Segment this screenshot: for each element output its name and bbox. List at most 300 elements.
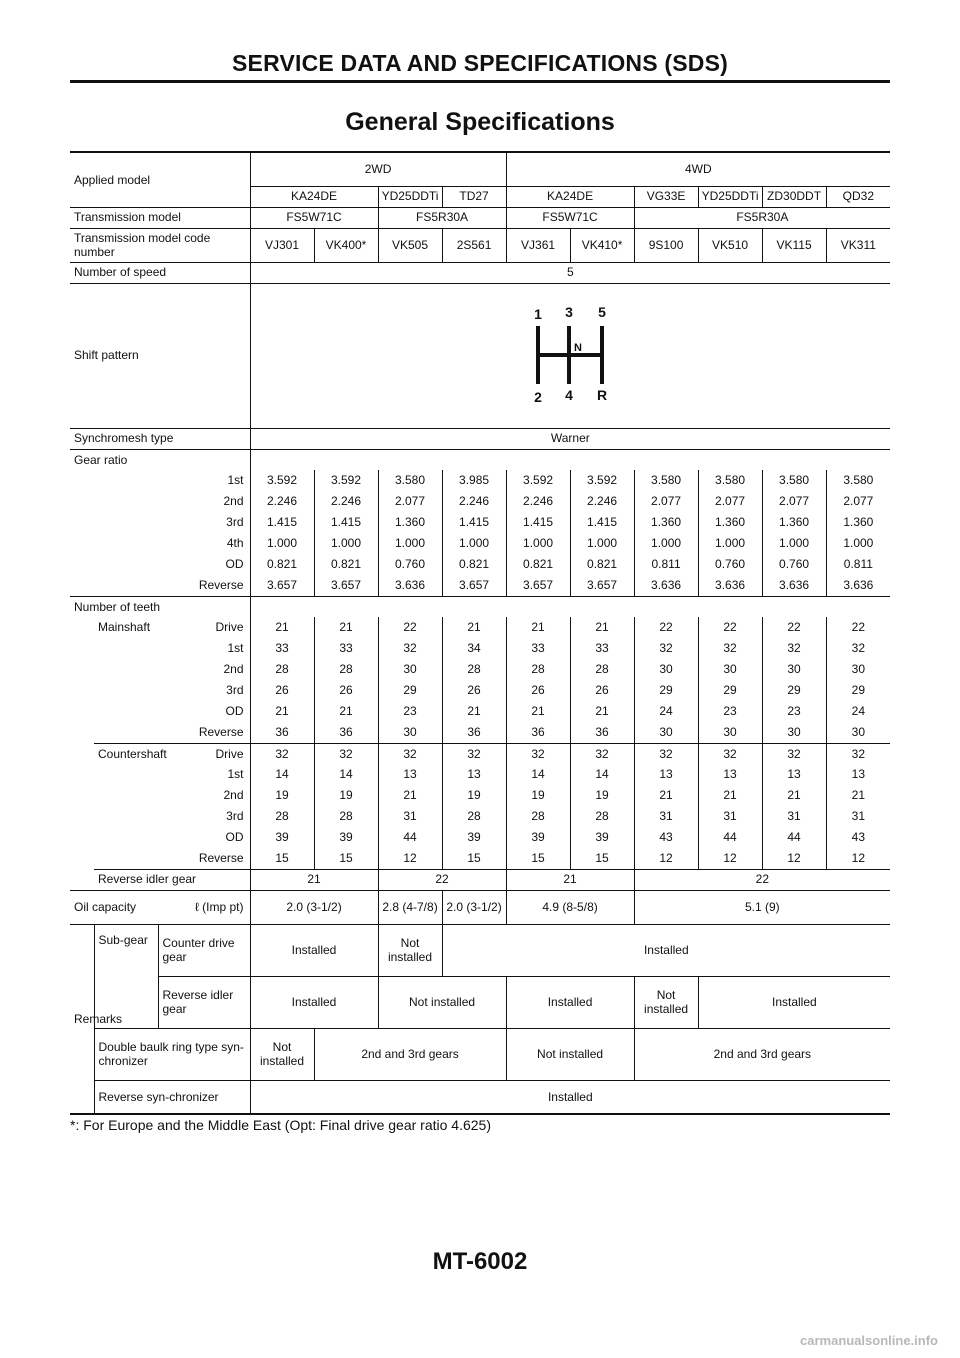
code-number-value: VJ361 <box>506 228 570 262</box>
table-row <box>70 262 890 283</box>
countershaft-spacer <box>94 827 158 848</box>
countershaft-value: 19 <box>314 785 378 806</box>
remarks-label: Remarks <box>70 924 94 1114</box>
countershaft-row-label: 1st <box>227 767 244 782</box>
countershaft-row-label: 3rd <box>226 809 244 824</box>
counter-drive-gear-value: Installed <box>442 924 890 976</box>
countershaft-value: 32 <box>314 743 378 764</box>
table-row <box>70 207 890 228</box>
oil-capacity-value: 2.0 (3-1/2) <box>250 890 378 924</box>
mainshaft-value: 36 <box>314 722 378 743</box>
countershaft-value: 32 <box>698 743 762 764</box>
countershaft-value: 32 <box>378 743 442 764</box>
double-baulk-value: Not installed <box>506 1028 634 1080</box>
speeds-value: 5 <box>250 262 890 283</box>
gear-ratio-value: 1.000 <box>442 533 506 554</box>
gear-ratio-value: 1.360 <box>698 512 762 533</box>
reverse-idler-remark-label: Reverse idler gear <box>158 976 250 1028</box>
code-number-value: VK115 <box>762 228 826 262</box>
countershaft-value: 12 <box>698 848 762 869</box>
mainshaft-value: 26 <box>314 680 378 701</box>
mainshaft-row-label: Reverse <box>198 725 244 740</box>
mainshaft-value: 29 <box>698 680 762 701</box>
gear-ratio-value: 3.592 <box>570 470 634 491</box>
transmission-model-value: FS5R30A <box>634 207 890 228</box>
table-row <box>70 890 890 924</box>
mainshaft-value: 29 <box>826 680 890 701</box>
header-rule <box>70 80 890 83</box>
mainshaft-row-label: 3rd <box>226 683 244 698</box>
page-number: MT-6002 <box>432 1248 528 1275</box>
gear-ratio-value: 1.415 <box>506 512 570 533</box>
code-number-value: 2S561 <box>442 228 506 262</box>
table-row <box>70 491 890 512</box>
countershaft-value: 15 <box>506 848 570 869</box>
mainshaft-value: 36 <box>506 722 570 743</box>
gear-ratio-value: 3.580 <box>698 470 762 491</box>
mainshaft-value: 21 <box>570 617 634 638</box>
gear-ratio-value: 1.000 <box>314 533 378 554</box>
shift-label: 2 <box>534 388 543 405</box>
mainshaft-value: 30 <box>378 722 442 743</box>
shift-pattern-label: Shift pattern <box>70 283 250 428</box>
teeth-indent <box>70 617 94 890</box>
table-row <box>70 283 890 428</box>
gear-ratio-value: 3.636 <box>634 575 698 596</box>
mainshaft-value: 22 <box>826 617 890 638</box>
gear-ratio-value: 2.246 <box>570 491 634 512</box>
oil-capacity-value: 5.1 (9) <box>634 890 890 924</box>
mainshaft-value: 28 <box>506 659 570 680</box>
double-baulk-value: Not installed <box>250 1028 314 1080</box>
mainshaft-value: 33 <box>570 638 634 659</box>
mainshaft-row-label: 1st <box>227 641 244 656</box>
code-number-value: VJ301 <box>250 228 314 262</box>
countershaft-value: 15 <box>314 848 378 869</box>
gear-ratio-value: 1.000 <box>250 533 314 554</box>
countershaft-value: 32 <box>250 743 314 764</box>
shift-label: R <box>597 386 608 403</box>
table-row <box>70 428 890 449</box>
mainshaft-label: Mainshaft <box>98 620 151 635</box>
gear-ratio-value: 0.760 <box>378 554 442 575</box>
gear-ratio-value: 1.000 <box>570 533 634 554</box>
gear-ratio-value: 1.415 <box>570 512 634 533</box>
countershaft-value: 12 <box>634 848 698 869</box>
gear-ratio-row-label: 4th <box>226 536 244 551</box>
gear-ratio-value: 2.077 <box>378 491 442 512</box>
mainshaft-value: 30 <box>826 659 890 680</box>
engine-header: VG33E <box>634 186 698 207</box>
mainshaft-value: 30 <box>762 722 826 743</box>
code-number-value: VK510 <box>698 228 762 262</box>
gear-ratio-value: 3.592 <box>250 470 314 491</box>
mainshaft-value: 29 <box>378 680 442 701</box>
mainshaft-value: 24 <box>634 701 698 722</box>
countershaft-value: 21 <box>826 785 890 806</box>
code-number-label: Transmission model code number <box>70 228 250 262</box>
countershaft-value: 14 <box>250 764 314 785</box>
gear-ratio-value: 3.592 <box>506 470 570 491</box>
gear-ratio-value: 0.811 <box>634 554 698 575</box>
countershaft-value: 28 <box>506 806 570 827</box>
gear-ratio-value: 1.000 <box>762 533 826 554</box>
group-2wd-header: 2WD <box>250 152 506 186</box>
mainshaft-value: 32 <box>634 638 698 659</box>
double-baulk-label: Double baulk ring type syn-chronizer <box>94 1028 250 1080</box>
table-row <box>70 701 890 722</box>
mainshaft-value: 21 <box>250 701 314 722</box>
gear-ratio-value: 3.580 <box>826 470 890 491</box>
gear-ratio-value: 3.580 <box>762 470 826 491</box>
countershaft-value: 39 <box>442 827 506 848</box>
gear-ratio-value: 1.000 <box>378 533 442 554</box>
mainshaft-value: 22 <box>698 617 762 638</box>
countershaft-value: 39 <box>570 827 634 848</box>
mainshaft-value: 36 <box>442 722 506 743</box>
mainshaft-value: 26 <box>250 680 314 701</box>
gear-ratio-value: 2.246 <box>506 491 570 512</box>
teeth-label: Number of teeth <box>70 596 250 617</box>
table-row <box>70 976 890 1028</box>
mainshaft-value: 21 <box>506 617 570 638</box>
countershaft-value: 19 <box>506 785 570 806</box>
code-number-value: VK311 <box>826 228 890 262</box>
mainshaft-value: 21 <box>250 617 314 638</box>
gear-ratio-value: 0.760 <box>698 554 762 575</box>
countershaft-value: 32 <box>570 743 634 764</box>
countershaft-value: 31 <box>826 806 890 827</box>
countershaft-value: 15 <box>250 848 314 869</box>
mainshaft-spacer <box>94 722 158 743</box>
mainshaft-value: 30 <box>698 659 762 680</box>
mainshaft-value: 33 <box>314 638 378 659</box>
countershaft-spacer <box>94 785 158 806</box>
reverse-idler-remark-value: Installed <box>698 976 890 1028</box>
table-row <box>70 449 890 470</box>
code-number-value: VK410* <box>570 228 634 262</box>
applied-model-label: Applied model <box>74 172 151 187</box>
mainshaft-value: 28 <box>250 659 314 680</box>
countershaft-value: 39 <box>250 827 314 848</box>
page-title: General Specifications <box>345 108 615 136</box>
countershaft-value: 44 <box>698 827 762 848</box>
countershaft-value: 28 <box>314 806 378 827</box>
table-row <box>70 659 890 680</box>
oil-capacity-value: 2.8 (4-7/8) <box>378 890 442 924</box>
countershaft-value: 32 <box>506 743 570 764</box>
mainshaft-value: 26 <box>570 680 634 701</box>
countershaft-value: 15 <box>442 848 506 869</box>
mainshaft-value: 22 <box>378 617 442 638</box>
shift-pattern-diagram <box>515 303 625 406</box>
countershaft-value: 13 <box>762 764 826 785</box>
table-row <box>70 848 890 869</box>
transmission-model-value: FS5W71C <box>506 207 634 228</box>
gear-ratio-value: 1.415 <box>250 512 314 533</box>
countershaft-value: 39 <box>314 827 378 848</box>
countershaft-value: 14 <box>314 764 378 785</box>
countershaft-value: 19 <box>442 785 506 806</box>
table-row <box>70 806 890 827</box>
mainshaft-value: 30 <box>378 659 442 680</box>
gear-ratio-value: 0.821 <box>570 554 634 575</box>
gear-ratio-value: 3.657 <box>314 575 378 596</box>
gear-ratio-value: 3.657 <box>570 575 634 596</box>
countershaft-value: 15 <box>570 848 634 869</box>
gear-ratio-value: 1.000 <box>506 533 570 554</box>
gear-ratio-row-label: OD <box>225 557 244 572</box>
mainshaft-value: 32 <box>698 638 762 659</box>
gear-ratio-value: 3.657 <box>506 575 570 596</box>
counter-drive-gear-label: Counter drive gear <box>158 924 250 976</box>
gear-ratio-value: 0.821 <box>442 554 506 575</box>
table-row <box>70 638 890 659</box>
countershaft-value: 31 <box>634 806 698 827</box>
gear-ratio-value: 3.657 <box>250 575 314 596</box>
table-row <box>70 228 890 262</box>
countershaft-value: 32 <box>826 743 890 764</box>
mainshaft-value: 21 <box>442 617 506 638</box>
watermark: carmanualsonline.info <box>800 1333 938 1348</box>
mainshaft-value: 32 <box>762 638 826 659</box>
reverse-idler-remark-value: Not installed <box>634 976 698 1028</box>
gear-ratio-value: 1.360 <box>762 512 826 533</box>
table-row <box>70 470 890 491</box>
mainshaft-value: 36 <box>250 722 314 743</box>
shift-label: 5 <box>598 303 607 320</box>
teeth-spacer <box>250 596 890 617</box>
countershaft-row-label: 2nd <box>223 788 244 803</box>
countershaft-label: Countershaft <box>94 743 158 764</box>
mainshaft-value: 29 <box>634 680 698 701</box>
gear-ratio-value: 1.360 <box>634 512 698 533</box>
reverse-idler-gear-value: 21 <box>506 869 634 890</box>
countershaft-row-label: Reverse <box>198 851 244 866</box>
gear-ratio-label: Gear ratio <box>70 449 250 470</box>
mainshaft-value: 26 <box>506 680 570 701</box>
table-row <box>70 869 890 890</box>
gear-ratio-value: 1.360 <box>826 512 890 533</box>
table-row <box>70 152 890 186</box>
oil-capacity-label: Oil capacity <box>70 890 158 924</box>
shift-pattern-cell <box>250 283 890 428</box>
shift-neutral-label: N <box>574 341 583 354</box>
countershaft-value: 14 <box>506 764 570 785</box>
gear-ratio-value: 3.636 <box>826 575 890 596</box>
countershaft-value: 13 <box>442 764 506 785</box>
gear-ratio-value: 1.000 <box>698 533 762 554</box>
engine-header: KA24DE <box>250 186 378 207</box>
gear-ratio-value: 0.760 <box>762 554 826 575</box>
countershaft-value: 14 <box>570 764 634 785</box>
mainshaft-value: 36 <box>570 722 634 743</box>
transmission-model-value: FS5R30A <box>378 207 506 228</box>
countershaft-value: 12 <box>826 848 890 869</box>
oil-capacity-value: 4.9 (8-5/8) <box>506 890 634 924</box>
countershaft-value: 19 <box>570 785 634 806</box>
gear-ratio-row-label: 2nd <box>223 494 244 509</box>
countershaft-spacer <box>94 806 158 827</box>
engine-header: KA24DE <box>506 186 634 207</box>
mainshaft-spacer <box>94 680 158 701</box>
reverse-idler-gear-value: 22 <box>634 869 890 890</box>
gear-ratio-value: 3.580 <box>378 470 442 491</box>
countershaft-value: 32 <box>442 743 506 764</box>
countershaft-row-label: OD <box>225 830 244 845</box>
synchromesh-label: Synchromesh type <box>70 428 250 449</box>
gear-ratio-value: 0.821 <box>314 554 378 575</box>
engine-header: ZD30DDT <box>762 186 826 207</box>
reverse-idler-gear-value: 21 <box>250 869 378 890</box>
countershaft-value: 21 <box>762 785 826 806</box>
mainshaft-value: 33 <box>250 638 314 659</box>
mainshaft-value: 33 <box>506 638 570 659</box>
table-row <box>70 924 890 976</box>
countershaft-value: 19 <box>250 785 314 806</box>
gear-ratio-value: 3.636 <box>378 575 442 596</box>
countershaft-row-label: Drive <box>158 743 250 764</box>
engine-header: TD27 <box>442 186 506 207</box>
mainshaft-value: 22 <box>634 617 698 638</box>
reverse-idler-gear-value: 22 <box>378 869 506 890</box>
gear-ratio-value: 2.077 <box>762 491 826 512</box>
gear-ratio-value: 1.000 <box>826 533 890 554</box>
gear-ratio-row-label: 3rd <box>226 515 244 530</box>
speeds-label: Number of speed <box>70 262 250 283</box>
transmission-model-label: Transmission model <box>70 207 250 228</box>
subgear-label: Sub-gear <box>94 924 158 1028</box>
mainshaft-spacer <box>94 638 158 659</box>
table-row <box>70 617 890 638</box>
gear-ratio-value: 0.821 <box>506 554 570 575</box>
mainshaft-value: 26 <box>442 680 506 701</box>
countershaft-value: 12 <box>762 848 826 869</box>
synchromesh-value: Warner <box>250 428 890 449</box>
mainshaft-value: 23 <box>378 701 442 722</box>
gear-ratio-value: 3.657 <box>442 575 506 596</box>
countershaft-value: 43 <box>826 827 890 848</box>
section-title: SERVICE DATA AND SPECIFICATIONS (SDS) <box>232 50 728 76</box>
mainshaft-row-label: 2nd <box>223 662 244 677</box>
reverse-idler-gear-label: Reverse idler gear <box>94 869 250 890</box>
mainshaft-value: 24 <box>826 701 890 722</box>
countershaft-value: 13 <box>698 764 762 785</box>
table-row <box>70 533 890 554</box>
table-row <box>70 680 890 701</box>
countershaft-value: 39 <box>506 827 570 848</box>
countershaft-value: 21 <box>634 785 698 806</box>
mainshaft-value: 28 <box>570 659 634 680</box>
gear-ratio-value: 1.415 <box>442 512 506 533</box>
code-number-value: 9S100 <box>634 228 698 262</box>
countershaft-value: 32 <box>762 743 826 764</box>
engine-header: YD25DDTi <box>378 186 442 207</box>
mainshaft-spacer <box>94 659 158 680</box>
gear-ratio-value: 3.985 <box>442 470 506 491</box>
table-row <box>70 722 890 743</box>
mainshaft-value: 21 <box>506 701 570 722</box>
countershaft-value: 28 <box>442 806 506 827</box>
reverse-synchronizer-label: Reverse syn-chronizer <box>94 1080 250 1114</box>
gear-ratio-value: 1.415 <box>314 512 378 533</box>
table-row <box>70 512 890 533</box>
countershaft-value: 28 <box>570 806 634 827</box>
countershaft-value: 28 <box>250 806 314 827</box>
countershaft-value: 21 <box>378 785 442 806</box>
transmission-model-value: FS5W71C <box>250 207 378 228</box>
gear-ratio-value: 0.811 <box>826 554 890 575</box>
mainshaft-value: 32 <box>826 638 890 659</box>
mainshaft-value: 23 <box>762 701 826 722</box>
countershaft-value: 32 <box>634 743 698 764</box>
table-row <box>70 1080 890 1114</box>
countershaft-value: 21 <box>698 785 762 806</box>
mainshaft-value: 21 <box>570 701 634 722</box>
counter-drive-gear-value: Not installed <box>378 924 442 976</box>
mainshaft-value: 30 <box>698 722 762 743</box>
gear-ratio-spacer <box>250 449 890 470</box>
engine-header: YD25DDTi <box>698 186 762 207</box>
mainshaft-value: 32 <box>378 638 442 659</box>
code-number-value: VK505 <box>378 228 442 262</box>
gear-ratio-value: 1.360 <box>378 512 442 533</box>
countershaft-value: 13 <box>378 764 442 785</box>
countershaft-value: 31 <box>378 806 442 827</box>
engine-header: QD32 <box>826 186 890 207</box>
shift-label: 1 <box>534 305 543 322</box>
double-baulk-value: 2nd and 3rd gears <box>314 1028 506 1080</box>
oil-capacity-value: 2.0 (3-1/2) <box>442 890 506 924</box>
table-row <box>70 743 890 764</box>
countershaft-value: 44 <box>762 827 826 848</box>
mainshaft-value: 21 <box>442 701 506 722</box>
gear-ratio-row-label: 1st <box>227 473 244 488</box>
countershaft-value: 31 <box>698 806 762 827</box>
mainshaft-value: 30 <box>634 659 698 680</box>
countershaft-value: 12 <box>378 848 442 869</box>
mainshaft-value: 30 <box>634 722 698 743</box>
mainshaft-row-label: OD <box>225 704 244 719</box>
footnote: *: For Europe and the Middle East (Opt: Final drive gear ratio 4.625) <box>70 1117 491 1133</box>
mainshaft-value: 28 <box>442 659 506 680</box>
countershaft-value: 13 <box>826 764 890 785</box>
oil-capacity-unit: ℓ (Imp pt) <box>158 890 250 924</box>
gear-ratio-value: 2.246 <box>314 491 378 512</box>
double-baulk-value: 2nd and 3rd gears <box>634 1028 890 1080</box>
mainshaft-spacer <box>94 701 158 722</box>
mainshaft-value: 22 <box>762 617 826 638</box>
gear-ratio-value: 2.077 <box>698 491 762 512</box>
counter-drive-gear-value: Installed <box>250 924 378 976</box>
gear-ratio-value: 3.592 <box>314 470 378 491</box>
gear-ratio-value: 2.246 <box>442 491 506 512</box>
table-row <box>70 1028 890 1080</box>
table-row <box>70 554 890 575</box>
code-number-value: VK400* <box>314 228 378 262</box>
gear-ratio-value: 2.077 <box>634 491 698 512</box>
gear-ratio-value: 2.077 <box>826 491 890 512</box>
table-row <box>70 596 890 617</box>
mainshaft-row-label: Drive <box>215 620 244 635</box>
countershaft-value: 31 <box>762 806 826 827</box>
mainshaft-value: 21 <box>314 701 378 722</box>
reverse-idler-remark-value: Installed <box>250 976 378 1028</box>
mainshaft-value: 23 <box>698 701 762 722</box>
group-4wd-header: 4WD <box>506 152 890 186</box>
gear-ratio-value: 3.636 <box>762 575 826 596</box>
gear-ratio-value: 3.636 <box>698 575 762 596</box>
